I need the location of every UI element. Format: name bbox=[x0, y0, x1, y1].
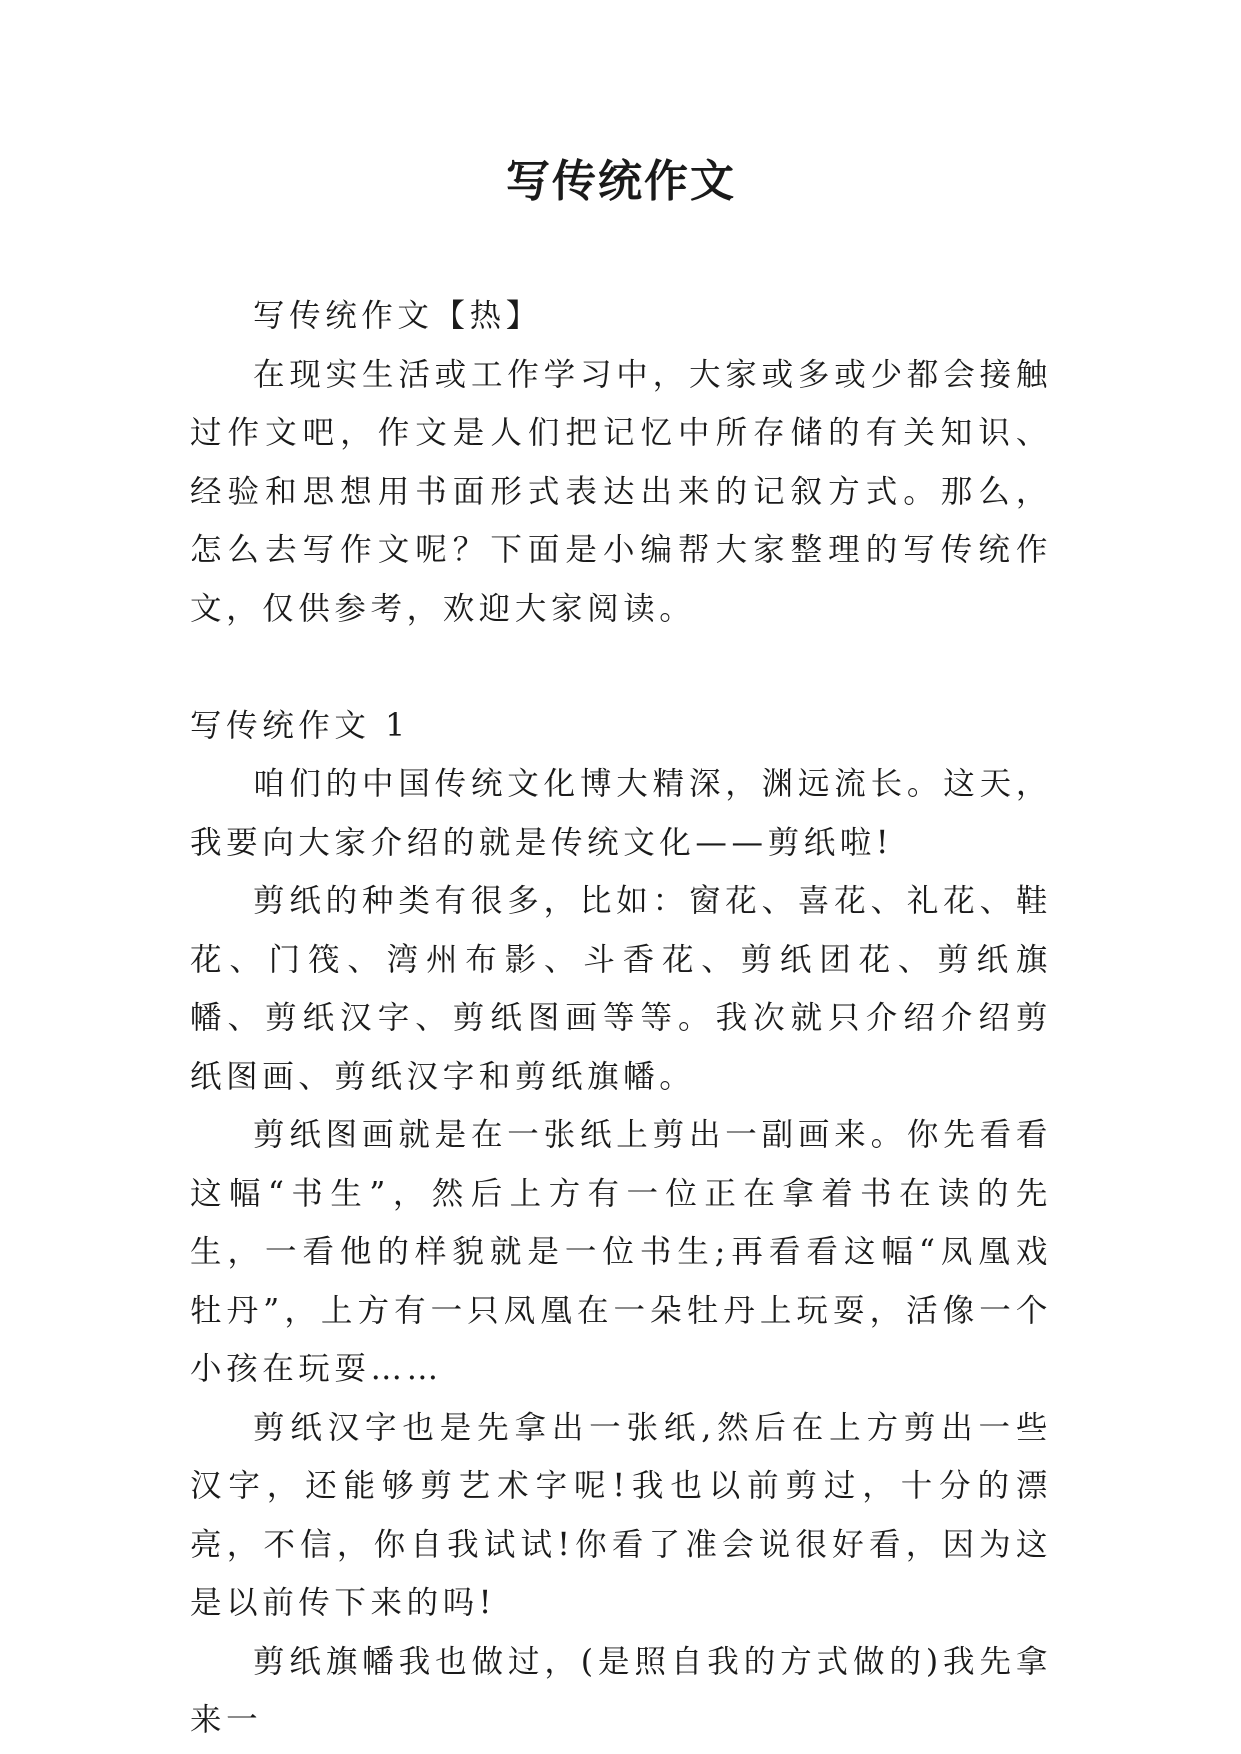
body-paragraph: 咱们的中国传统文化博大精深，渊远流长。这天，我要向大家介绍的就是传统文化——剪纸啦! bbox=[190, 766, 1052, 861]
paragraph-spacer bbox=[190, 638, 1052, 697]
document-subtitle: 写传统作文【热】 bbox=[253, 298, 542, 334]
intro-paragraph: 在现实生活或工作学习中，大家或多或少都会接触过作文吧，作文是人们把记忆中所存储的有关知识、经验和思想用书面形式表达出来的记叙方式。那么，怎么去写作文呢？下面是小编帮大家整理的写传统作文，仅供参考，欢迎大家阅读。 bbox=[190, 356, 1052, 627]
body-paragraph: 剪纸汉字也是先拿出一张纸,然后在上方剪出一些汉字，还能够剪艺术字呢!我也以前剪过，十分的漂亮，不信，你自我试试!你看了准会说很好看，因为这是以前传下来的吗! bbox=[190, 1409, 1052, 1621]
section-heading: 写传统作文 1 bbox=[190, 707, 410, 744]
document-body bbox=[190, 287, 1052, 1750]
document-title: 写传统作文 bbox=[506, 156, 736, 207]
body-paragraph: 剪纸的种类有很多，比如：窗花、喜花、礼花、鞋花、门筏、湾州布影、斗香花、剪纸团花、剪纸旗幡、剪纸汉字、剪纸图画等等。我次就只介绍介绍剪纸图画、剪纸汉字和剪纸旗幡。 bbox=[190, 883, 1052, 1095]
body-paragraph: 剪纸旗幡我也做过，(是照自我的方式做的)我先拿来一 bbox=[190, 1643, 1052, 1738]
body-paragraph: 剪纸图画就是在一张纸上剪出一副画来。你先看看这幅“书生”，然后上方有一位正在拿着书在读的先生，一看他的样貌就是一位书生;再看看这幅“凤凰戏牡丹”，上方有一只凤凰在一朵牡丹上玩耍，活像一个小孩在玩耍…… bbox=[190, 1117, 1052, 1387]
